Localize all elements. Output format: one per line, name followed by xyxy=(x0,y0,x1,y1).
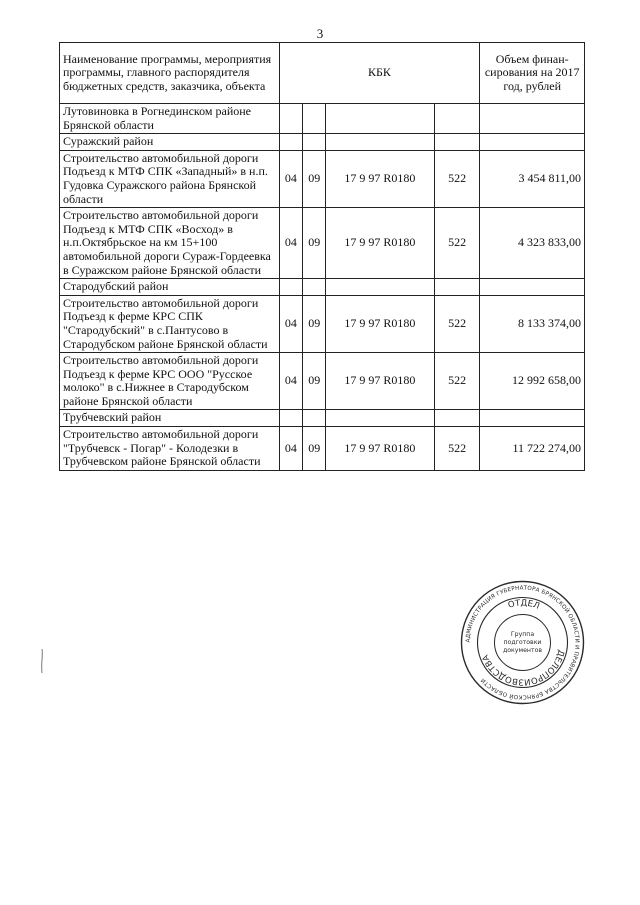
kbk-subsection-code: 09 xyxy=(303,208,326,279)
table-row-section xyxy=(60,104,585,134)
kbk-subsection-code: 09 xyxy=(303,353,326,410)
stamp-center-line-2: подготовки xyxy=(503,639,542,646)
object-name: Строительство автомобильной дороги Подъезд к МТФ СПК «Восход» в н.п.Октябрьское на км 15+100 автомобильной дороги Сураж-Гордеевка в Суражском районе Брянской области xyxy=(60,208,280,279)
empty-cell xyxy=(326,279,435,296)
budget-table xyxy=(59,42,585,471)
header-volume: Объем финан-сирования на 2017 год, рублей xyxy=(480,43,585,104)
header-kbk: КБК xyxy=(279,43,480,104)
empty-cell xyxy=(303,134,326,151)
kbk-section-code: 04 xyxy=(279,427,303,471)
section-name: Лутовиновка в Рогнединском районе Брянской области xyxy=(60,104,280,134)
kbk-section-code: 04 xyxy=(279,295,303,352)
official-stamp xyxy=(460,580,585,705)
object-name: Строительство автомобильной дороги Подъезд к ферме КРС СПК "Стародубский" в с.Пантусово в Стародубском районе Брянской области xyxy=(60,295,280,352)
table-row xyxy=(60,427,585,471)
section-name: Суражский район xyxy=(60,134,280,151)
table-row xyxy=(60,150,585,207)
empty-cell xyxy=(434,410,480,427)
table-row xyxy=(60,295,585,352)
table-row xyxy=(60,353,585,410)
section-name: Стародубский район xyxy=(60,279,280,296)
amount: 8 133 374,00 xyxy=(480,295,585,352)
empty-cell xyxy=(326,410,435,427)
table-row-section xyxy=(60,410,585,427)
kbk-target-code: 17 9 97 R0180 xyxy=(326,150,435,207)
table-row-section xyxy=(60,134,585,151)
empty-cell xyxy=(279,104,303,134)
empty-cell xyxy=(279,279,303,296)
stamp-top-word: ОТДЕЛ xyxy=(506,598,541,612)
table-row-section xyxy=(60,279,585,296)
empty-cell xyxy=(326,104,435,134)
header-name: Наименование программы, мероприятия программы, главного распорядителя бюджетных средств, заказчика, объекта xyxy=(60,43,280,104)
kbk-target-code: 17 9 97 R0180 xyxy=(326,295,435,352)
kbk-subsection-code: 09 xyxy=(303,295,326,352)
empty-cell xyxy=(303,279,326,296)
empty-cell xyxy=(303,104,326,134)
stamp-center-line-3: документов xyxy=(502,647,543,654)
table-row xyxy=(60,208,585,279)
kbk-expense-type: 522 xyxy=(434,150,480,207)
empty-cell xyxy=(480,104,585,134)
kbk-target-code: 17 9 97 R0180 xyxy=(326,427,435,471)
table-header-row xyxy=(60,43,585,104)
amount: 11 722 274,00 xyxy=(480,427,585,471)
object-name: Строительство автомобильной дороги Подъезд к ферме КРС ООО "Русское молоко" в с.Нижнее в Стародубском районе Брянской области xyxy=(60,353,280,410)
kbk-subsection-code: 09 xyxy=(303,150,326,207)
section-name: Трубчевский район xyxy=(60,410,280,427)
kbk-expense-type: 522 xyxy=(434,295,480,352)
empty-cell xyxy=(303,410,326,427)
kbk-section-code: 04 xyxy=(279,208,303,279)
stamp-ring-text: АДМИНИСТРАЦИЯ ГУБЕРНАТОРА БРЯНСКОЙ ОБЛАСТИ И ПРАВИТЕЛЬСТВА БРЯНСКОЙ ОБЛАСТИ xyxy=(465,585,580,700)
kbk-section-code: 04 xyxy=(279,353,303,410)
object-name: Строительство автомобильной дороги "Трубчевск - Погар" - Колодезки в Трубчевском районе Брянской области xyxy=(60,427,280,471)
empty-cell xyxy=(480,279,585,296)
empty-cell xyxy=(279,134,303,151)
margin-pen-mark xyxy=(39,648,45,674)
empty-cell xyxy=(434,134,480,151)
page-number: 3 xyxy=(316,26,324,41)
kbk-expense-type: 522 xyxy=(434,208,480,279)
kbk-target-code: 17 9 97 R0180 xyxy=(326,353,435,410)
kbk-expense-type: 522 xyxy=(434,353,480,410)
empty-cell xyxy=(434,279,480,296)
kbk-section-code: 04 xyxy=(279,150,303,207)
kbk-subsection-code: 09 xyxy=(303,427,326,471)
empty-cell xyxy=(326,134,435,151)
stamp-center-line-1: Группа xyxy=(510,631,535,638)
empty-cell xyxy=(434,104,480,134)
amount: 3 454 811,00 xyxy=(480,150,585,207)
kbk-expense-type: 522 xyxy=(434,427,480,471)
empty-cell xyxy=(279,410,303,427)
empty-cell xyxy=(480,410,585,427)
object-name: Строительство автомобильной дороги Подъезд к МТФ СПК «Западный» в н.п. Гудовка Суражского района Брянской области xyxy=(60,150,280,207)
amount: 4 323 833,00 xyxy=(480,208,585,279)
empty-cell xyxy=(480,134,585,151)
kbk-target-code: 17 9 97 R0180 xyxy=(326,208,435,279)
amount: 12 992 658,00 xyxy=(480,353,585,410)
stamp-side-word: ДЕЛОПРОИЗВОДСТВА xyxy=(480,648,566,687)
